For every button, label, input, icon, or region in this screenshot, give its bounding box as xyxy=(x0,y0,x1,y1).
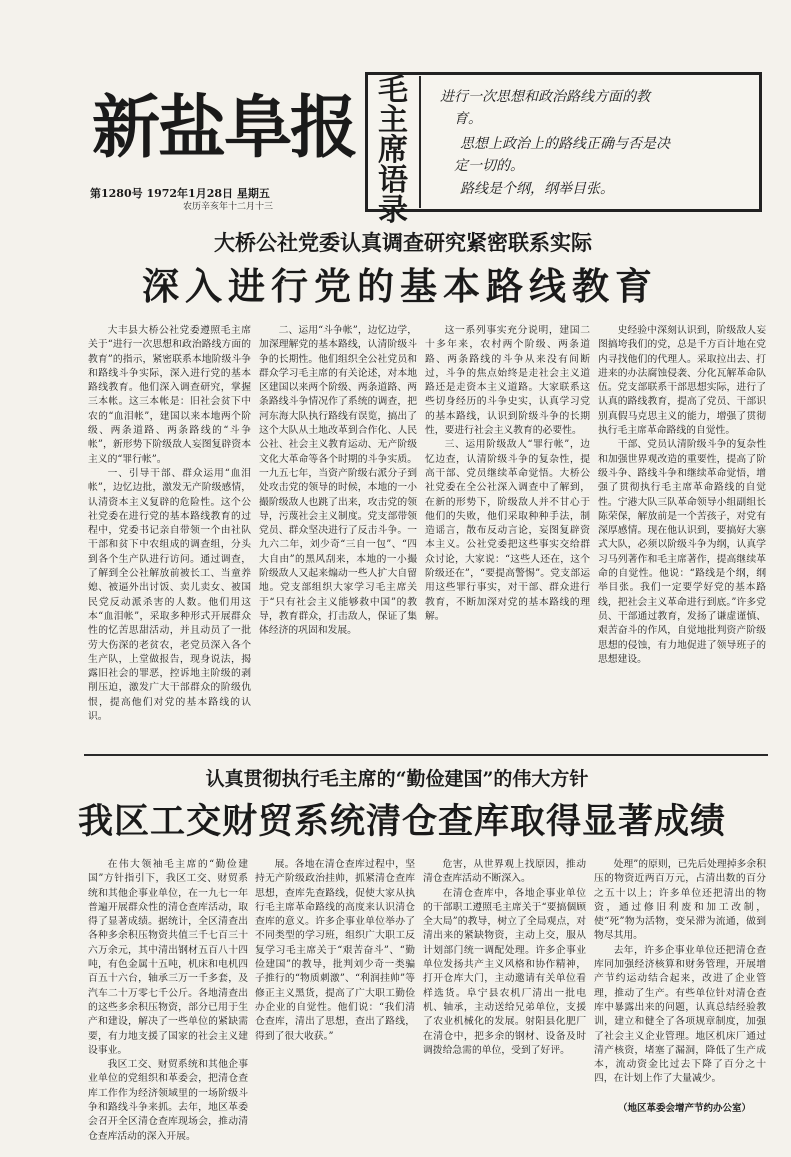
article2-paragraph: 在伟大领袖毛主席的“勤俭建国”方针指引下，我区工交、财贸系统和其他企事业单位，在一九七一年普遍开展群众性的清仓查库活动，取得了显著成绩。据统计，全区清查出各种多余积压物资共值三千七百三十六万余元，其中清出钢材五百八十四吨，有色金属十五吨，机床和电机四百五十六台，轴承三万一千多套，及汽车二十万零七千公斤。各地清查出的这些多余积压物资，部分已用于生产和建设，解决了一些单位的紧缺需要，有力地支援了国家的社会主义建设事业。 xyxy=(88,859,248,1056)
article2-paragraph: 危害，从世界观上找原因，推动清仓查库活动不断深入。 xyxy=(423,859,586,885)
article1-column-2 xyxy=(259,324,417,748)
article2-column-2 xyxy=(255,858,415,1116)
article1-column-4 xyxy=(598,324,766,748)
masthead-title: 新盐阜报 xyxy=(92,89,357,168)
quotation-label xyxy=(371,73,415,228)
quotation-line: 路线是个纲，纲举目张。 xyxy=(460,181,614,197)
article1-paragraph: 史经验中深刻认识到，阶级敌人妄图搞垮我们的党，总是千方百计地在党内寻找他们的代理人。采取拉出去、打进来的办法腐蚀侵袭、分化瓦解革命队伍。党支部联系干部思想实际，进行了认真的路线教育，提高了党员、干部识别真假马克思主义的能力，增强了贯彻执行毛主席革命路线的自觉性。 xyxy=(598,325,766,437)
quotation-label-char: 主 xyxy=(378,103,408,138)
quotation-line: 进行一次思想和政治路线方面的教 xyxy=(440,89,650,105)
article2-paragraph: 在清仓查库中，各地企事业单位的干部职工遵照毛主席关于“要搞個顾全大局”的教导，树立了全局观点，对清出来的紧缺物资，主动上交，服从计划部门统一调配处理。许多企事业单位发扬共产主义风格和协作精神，打开仓库大门，主动邀请有关单位看样选货。阜宁县农机厂清出一批电机、轴承，主动送给兄弟单位，支援了农业机械化的发展。射阳县化肥厂在清仓中，把多余的钢材、设备及时调拨给急需的单位，受到了好评。 xyxy=(423,887,586,1056)
quotation-label-char: 席 xyxy=(378,133,408,168)
article2-paragraph: 处理”的原则，已先后处理掉多余积压的物资近两百万元，占清出数的百分之五十以上；许多单位还把清出的物资，通过修旧利废和加工改制，使“死”物为活物，变呆滞为流通，做到物尽其用。 xyxy=(594,859,766,942)
article1-column-3 xyxy=(425,324,590,748)
quotation-line: 定一切的。 xyxy=(454,158,524,174)
article1-paragraph: 三、运用阶级敌人“罪行帐”，边忆边查，认清阶级斗争的复杂性，提高干部、党员继续革命觉悟。大桥公社党委在全公社深入调查中了解到，在新的形势下，阶级敌人并不甘心于他们的失败，他们采取种种手法，制造谣言，散布反动言论，妄图复辟资本主义。公社党委把这些事实交给群众讨论，大家说：“这些人还在，这个阶级还在”，“要提高警惕”。党支部运用这些罪行事实，对干部、群众进行教育，不断加深对党的基本路线的理解。 xyxy=(425,439,590,622)
quotation-divider xyxy=(419,76,421,208)
article2-headline: 我区工交财贸系统清仓查库取得显著成绩 xyxy=(78,801,727,842)
article1-paragraph: 干部、党员认清阶级斗争的复杂性和加强世界观改造的重要性，提高了阶级斗争、路线斗争和继续革命觉悟，增强了贯彻执行毛主席革命路线的自觉性。宁港大队三队革命领导小组副组长陈荣保，解放前是一个苦孩子，对党有深厚感情。现在他认识到，要搞好大寨式大队，必须以阶级斗争为纲，认真学习马列著作和毛主席著作，提高继续革命的自觉性。他说：“路线是个纲，纲举目张。我们一定要学好党的基本路线，把社会主义革命进行到底。”许多党员、干部通过教育，发扬了谦虚谨慎、艰苦奋斗的作风，自觉地批判资产阶级思想的侵蚀，有力地促进了领导班子的思想建设。 xyxy=(598,439,766,665)
article2-column-1 xyxy=(88,858,248,1142)
article2-paragraph: 我区工交、财贸系统和其他企事业单位的党组织和革委会，把清仓查库工作作为经济领域里的一场阶级斗争和路线斗争来抓。去年，地区革委会召开全区清仓查库现场会，推动清仓查库活动的深入开展。 xyxy=(88,1059,248,1142)
issue-date-line: 第1280号 1972年1月28日 星期五 xyxy=(90,187,270,200)
article1-subheadline: 大桥公社党委认真调查研究紧密联系实际 xyxy=(214,231,592,255)
article1-paragraph: 一、引导干部、群众运用“血泪帐”，边忆边批，激发无产阶级感情，认清资本主义复辟的危险性。这个公社党委在进行党的基本路线教育的过程中，党委书记亲自带领一个由社队干部和贫下中农组成的调查组，分头到各个生产队进行访问。通过调查，了解到全公社解放前被长工、当童养媳、被逼外出讨饭、卖儿卖女、被国民党反动派杀害的人数。他们用这本“血泪帐”，采取多种形式开展群众性的忆苦思甜活动，并且动员了一批劳大伤深的老贫农，老党员深入各个生产队，上堂做报告，现身说法，揭露旧社会的罪恶，控诉地主阶级的剥削压迫，激发广大干部群众的阶级仇恨，提高他们对党的基本路线的认识。 xyxy=(88,467,251,723)
lunar-date-line: 农历辛亥年十二月十三 xyxy=(183,202,274,212)
article1-headline: 深入进行党的基本路线教育 xyxy=(142,265,658,308)
article2-subheadline: 认真贯彻执行毛主席的“勤俭建国”的伟大方针 xyxy=(205,768,589,790)
quotation-line: 思想上政治上的路线正确与否是决 xyxy=(460,136,670,152)
article1-paragraph: 二、运用“斗争帐”，边忆边学，加深理解党的基本路线，认清阶级斗争的长期性。他们组织全公社党员和群众学习毛主席的有关论述，对本地区建国以来两个阶级、两条道路、两条路线斗争情况作了系统的调查，把河东海大队执行路线有误览，搞出了这个大队从土地改革到合作化、人民公社、社会主义教育运动、无产阶级文化大革命等各个时期的斗争实质。一九五七年，当资产阶级右派分子到处攻击党的领导的时候，本地的一小撮阶级敌人也跳了出来，攻击党的领导，污蔑社会主义制度。党支部带领党员、群众坚决进行了反击斗争。一九六二年，刘少奇“三自一包”、“四大自由”的黑风刮来，本地的一小撮阶级敌人又起来煽动一些人扩大自留地。党支部组织大家学习毛主席关于“只有社会主义能够救中国”的教导，教育群众，打击敌人，保证了集体经济的巩固和发展。 xyxy=(259,325,417,637)
article2-column-3 xyxy=(423,858,586,1116)
article2-column-4 xyxy=(594,858,766,1098)
section-divider xyxy=(84,754,768,756)
quotation-label-char: 录 xyxy=(378,193,408,228)
quotation-label-char: 毛 xyxy=(378,73,408,108)
article1-paragraph: 这一系列事实充分说明，建国二十多年来，农村两个阶级、两条道路、两条路线的斗争从来没有间断过，斗争的焦点始终是走社会主义道路还是走资本主义道路。大家联系这些切身经历的斗争史实，认真学习党的基本路线，认识到阶级斗争的长期性，要进行社会主义教育的必要性。 xyxy=(425,325,590,437)
article1-paragraph: 大丰县大桥公社党委遵照毛主席关于“进行一次思想和政治路线方面的教育”的指示，紧密联系本地阶级斗争和路线斗争实际，深入进行党的基本路线教育。他们深入调查研究，掌握三本帐。这三本帐是：旧社会贫下中农的“血泪帐”，建国以来本地两个阶级、两条道路、两条路线的“斗争帐”，新形势下阶级敌人妄图复辟资本主义的“罪行帐”。 xyxy=(88,325,251,465)
article2-credit: （地区革委会增产节约办公室） xyxy=(618,1103,752,1114)
article2-paragraph: 去年，许多企事业单位还把清仓查库同加强经济核算和财务管理，开展增产节约运动结合起来，改进了企业管理，推动了生产。有些单位针对清仓查库中暴露出来的问题，认真总结经验教训，建立和健全了各项规章制度，加强了社会主义企业管理。地区机床厂通过清产核资，堵塞了漏洞，降低了生产成本，流动资金比过去下降了百分之十四，在计划上作了大量减少。 xyxy=(594,944,766,1085)
quotation-label-char: 语 xyxy=(378,163,408,198)
article2-paragraph: 展。各地在清仓查库过程中，坚持无产阶级政治挂帅，抓紧清仓查库思想，查库先查路线，促使大家从执行毛主席革命路线的高度来认识清仓查库的意义。许多企事业单位举办了不同类型的学习班，组织广大职工反复学习毛主席关于“艰苦奋斗”、“勤俭建国”的教导，批判刘少奇一类骗子推行的“物质刺激”、“利润挂帅”等修正主义黑货，提高了广大职工勤俭办企业的自觉性。他们说：“我们清仓查库，清出了思想，查出了路线，得到了很大收获。” xyxy=(255,859,415,1042)
quotation-line: 育。 xyxy=(454,111,482,127)
article1-column-1 xyxy=(88,324,251,748)
